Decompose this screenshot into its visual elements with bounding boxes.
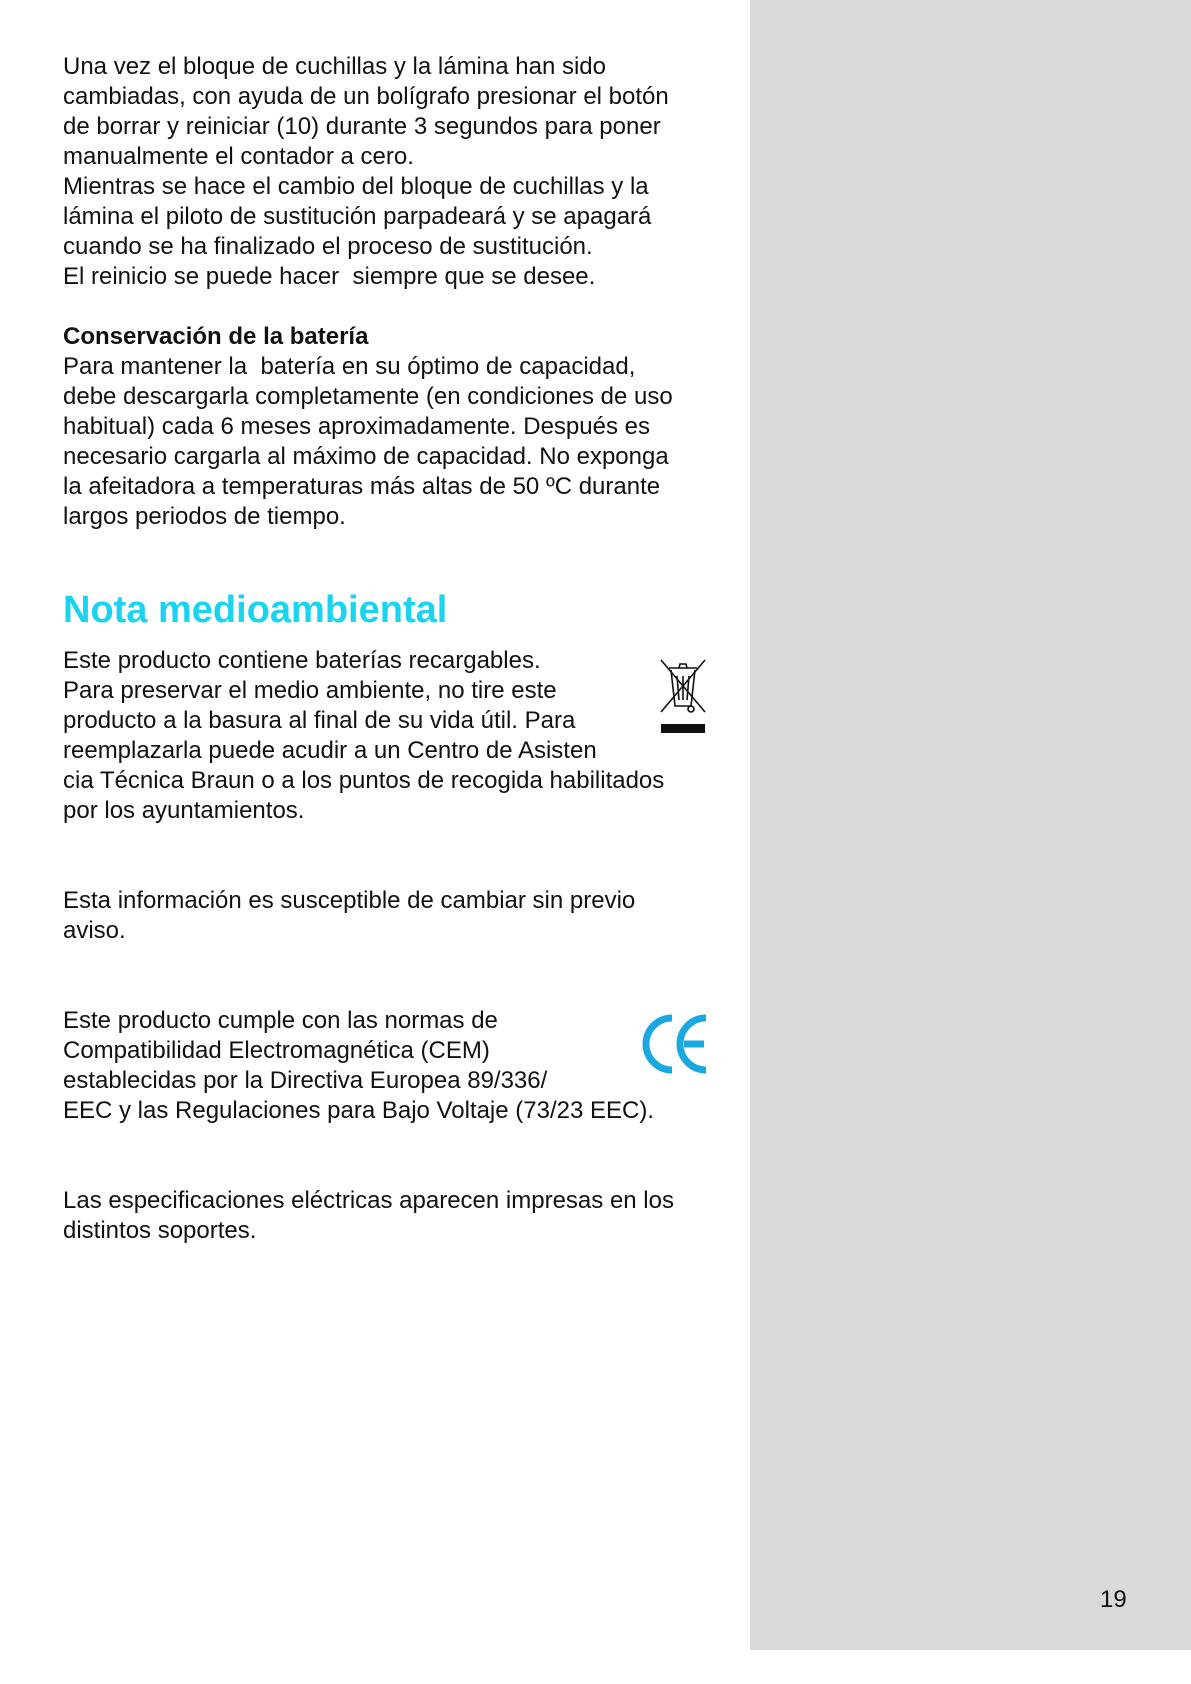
text-line: cambiadas, con ayuda de un bolígrafo presionar el botón (63, 83, 669, 110)
text-line: establecidas por la Directiva Europea 89/336/ (63, 1067, 548, 1094)
text-line: Las especificaciones eléctricas aparecen impresas en los (63, 1187, 674, 1214)
text-line: por los ayuntamientos. (63, 797, 305, 824)
notice-paragraph (63, 886, 718, 946)
text-line: necesario cargarla al máximo de capacidad. No exponga (63, 443, 669, 470)
text-line: reemplazarla puede acudir a un Centro de Asisten (63, 737, 597, 764)
text-line: lámina el piloto de sustitución parpadeará y se apagará (63, 203, 652, 230)
page-number: 19 (1100, 1586, 1127, 1613)
text-line: Compatibilidad Electromagnética (CEM) (63, 1037, 490, 1064)
page-content (63, 52, 718, 1246)
text-line: Para mantener la batería en su óptimo de capacidad, (63, 353, 636, 380)
environment-heading: Nota medioambiental (63, 589, 448, 631)
reset-paragraph (63, 52, 718, 292)
text-line: Una vez el bloque de cuchillas y la lámina han sido (63, 53, 606, 80)
text-line: la afeitadora a temperaturas más altas de 50 ºC durante (63, 473, 661, 500)
battery-paragraph (63, 352, 718, 532)
text-line: aviso. (63, 917, 126, 944)
text-line: largos periodos de tiempo. (63, 503, 346, 530)
text-line: habitual) cada 6 meses aproximadamente. Después es (63, 413, 650, 440)
ce-mark-icon (640, 1012, 712, 1076)
environment-paragraph (63, 646, 718, 826)
text-line: cuando se ha finalizado el proceso de sustitución. (63, 233, 593, 260)
text-line: Esta información es susceptible de cambiar sin previo (63, 887, 636, 914)
specs-paragraph (63, 1186, 718, 1246)
text-line: EEC y las Regulaciones para Bajo Voltaje (73/23 EEC). (63, 1097, 654, 1124)
text-line: Este producto cumple con las normas de (63, 1007, 498, 1034)
text-line: Mientras se hace el cambio del bloque de cuchillas y la (63, 173, 649, 200)
text-line: producto a la basura al final de su vida útil. Para (63, 707, 576, 734)
text-line: Para preservar el medio ambiente, no tire este (63, 677, 557, 704)
text-line: debe descargarla completamente (en condiciones de uso (63, 383, 673, 410)
text-line: Este producto contiene baterías recargables. (63, 647, 541, 674)
text-line: de borrar y reiniciar (10) durante 3 segundos para poner (63, 113, 661, 140)
battery-title: Conservación de la batería (63, 323, 369, 350)
compliance-paragraph (63, 1006, 718, 1126)
weee-crossed-bin-icon (657, 656, 709, 736)
text-line: cia Técnica Braun o a los puntos de recogida habilitados (63, 767, 665, 794)
side-margin-panel (750, 0, 1191, 1650)
text-line: distintos soportes. (63, 1217, 257, 1244)
text-line: manualmente el contador a cero. (63, 143, 414, 170)
text-line: El reinicio se puede hacer siempre que se desee. (63, 263, 596, 290)
